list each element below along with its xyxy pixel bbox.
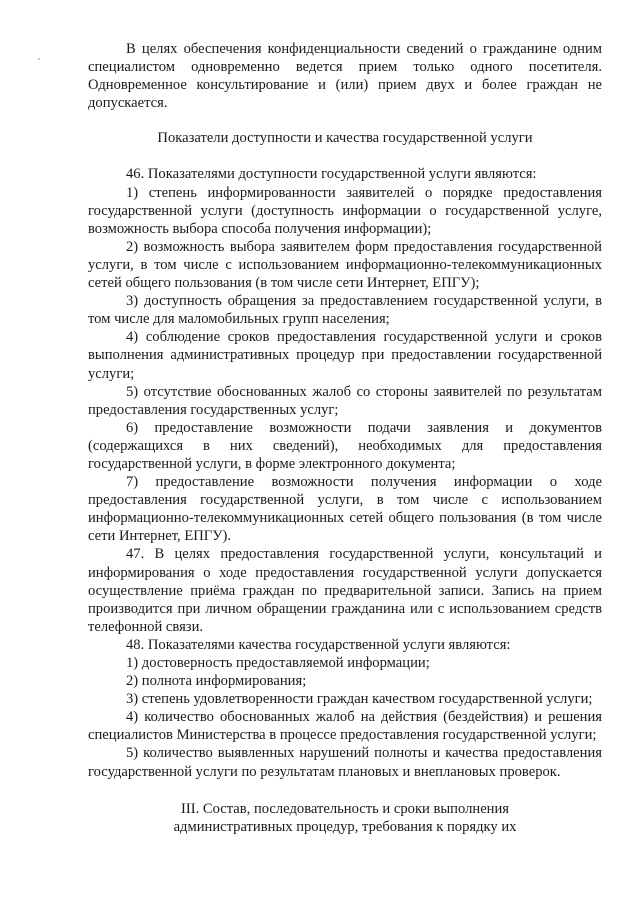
list-item: 2) полнота информирования; [126,673,307,690]
list-item: 3) доступность обращения за предоставлением государственной услуги, в том числе для маломобильных групп населения; [88,293,602,328]
list-item: 5) отсутствие обоснованных жалоб со стороны заявителей по результатам предоставления государственных услуг; [88,383,602,418]
section-heading-accessibility: Показатели доступности и качества государственной услуги [157,130,533,147]
section-heading-procedures [88,800,602,836]
paragraph-46: 46. Показателями доступности государственной услуги являются: [126,166,537,183]
list-item: 7) предоставление возможности получения информации о ходе предоставления государственной услуги, в том числе с использованием информационно-телекоммуникационных сетей общего пользования (в том числе сети Интернет, ЕПГУ). [88,474,602,545]
scan-speck [38,58,40,60]
paragraph-48: 48. Показателями качества государственной услуги являются: [126,636,511,653]
section-heading-line: административных процедур, требования к порядку их [173,818,517,835]
list-item: 1) достоверность предоставляемой информации; [126,655,430,671]
list-item: 1) степень информированности заявителей о порядке предоставления государственной услуги (доступность информации о государственной услуге, возможность выбора способа получения информации); [88,184,602,237]
list-item: 4) соблюдение сроков предоставления государственной услуги и сроков выполнения административных процедур при предоставлении государственной услуги; [88,329,602,382]
paragraph-47: 47. В целях предоставления государственной услуги, консультаций и информирования о ходе предоставления государственной услуги допускается осуществление приёма граждан по предварительной записи. Запись на прием производится при личном обращении гражданина или с использованием средств телефонной связи. [88,546,602,635]
section-heading-line: III. Состав, последовательность и сроки выполнения [180,800,510,817]
intro-paragraph: В целях обеспечения конфиденциальности сведений о гражданине одним специалистом одновременно ведется прием только одного посетителя. Одновременное консультирование и (или) прием двух и более граждан не допускается. [88,41,602,112]
list-item: 4) количество обоснованных жалоб на действия (бездействия) и решения специалистов Министерства в процессе предоставления государственной услуги; [88,709,602,744]
list-item: 3) степень удовлетворенности граждан качеством государственной услуги; [126,691,593,708]
list-item: 2) возможность выбора заявителем форм предоставления государственной услуги, в том числе с использованием информационно-телекоммуникационных сетей общего пользования (в том числе сети Интернет, ЕПГУ); [88,238,602,292]
list-item: 5) количество выявленных нарушений полноты и качества предоставления государственной услуги по результатам плановых и внеплановых проверок. [88,745,602,780]
list-item: 6) предоставление возможности подачи заявления и документов (содержащихся в них сведений), необходимых для предоставления государственной услуги, в форме электронного документа; [88,419,602,472]
